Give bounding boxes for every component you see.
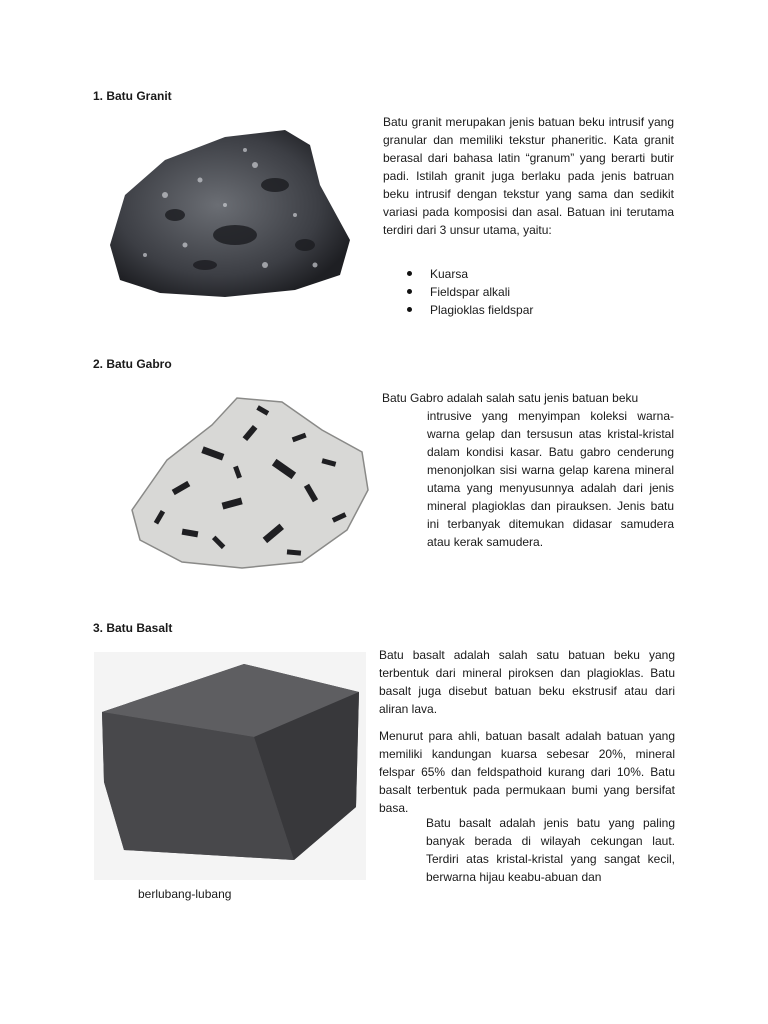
gabro-description xyxy=(382,389,674,551)
granit-description: Batu granit merupakan jenis batuan beku intrusif yang granular dan memiliki tekstur phaneritic. Kata granit berasal dari bahasa latin “granum” yang berarti butir padi. Istilah granit juga berlaku pada jenis batruan beku intrusif dengan tekstur yang sama dan sedikit variasi pada komposisi dan asal. Batuan ini terutama terdiri dari 3 unsur utama, yaitu: xyxy=(383,115,674,237)
granite-rock-image xyxy=(105,125,355,300)
basalt-description-3: Batu basalt adalah jenis batu yang paling banyak berada di wilayah cekungan laut. Terdiri atas kristal-kristal yang sangat kecil, berwarna hijau keabu-abuan dan xyxy=(426,816,675,884)
granit-mineral-list xyxy=(405,265,533,319)
list-item: Plagioklas fieldspar xyxy=(405,301,533,319)
heading-batu-basalt: 3. Batu Basalt xyxy=(93,621,173,635)
gabro-description-first-line: Batu Gabro adalah salah satu jenis batuan beku xyxy=(382,391,639,405)
gabro-description-body: intrusive yang menyimpan koleksi warna-warna gelap dan tersusun atas kristal-kristal dalam kondisi kasar. Batu gabro cenderung menonjolkan sisi warna gelap karena mineral utama yang menyusunnya adalah dari jenis mineral plagioklas dan pirauksen. Jenis batu ini terbanyak ditemukan didasar samudera atau kerak samudera. xyxy=(427,409,674,549)
heading-batu-gabro: 2. Batu Gabro xyxy=(93,357,172,371)
heading-batu-granit: 1. Batu Granit xyxy=(93,89,172,103)
list-item: Kuarsa xyxy=(405,265,533,283)
list-item: Fieldspar alkali xyxy=(405,283,533,301)
gabbro-rock-image xyxy=(122,390,370,570)
basalt-description-2: Menurut para ahli, batuan basalt adalah batuan yang memiliki kandungan kuarsa sebesar 20%, mineral felspar 65% dan feldspathoid kurang dari 10%. Batu basalt terbentuk pada permukaan bumi yang bersifat basa. xyxy=(379,729,675,815)
basalt-rock-image xyxy=(94,652,366,880)
basalt-description-1: Batu basalt adalah salah satu batuan beku yang terbentuk dari mineral piroksen dan plagioklas. Batu basalt juga disebut batuan beku ekstrusif atau dari aliran lava. xyxy=(379,648,675,716)
basalt-description-continuation: berlubang-lubang xyxy=(138,887,232,901)
